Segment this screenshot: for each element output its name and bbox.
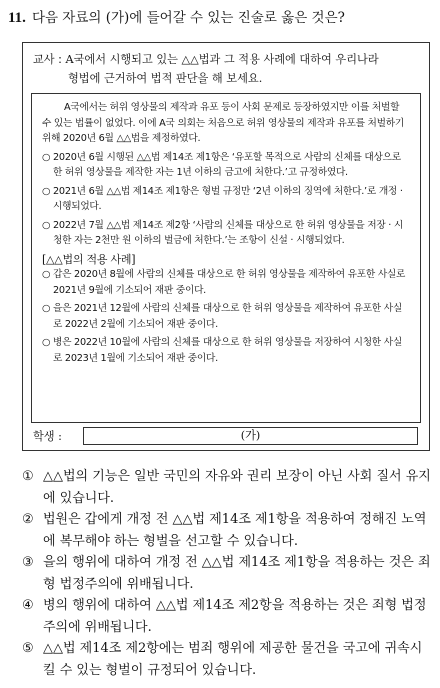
choice-marker: ⑤ (22, 641, 34, 656)
law-passage-box (31, 93, 421, 423)
choice-text: △△법 제14조 제2항에는 범죄 행위에 제공한 물건을 국고에 귀속시킬 수 있는 형벌이 규정되어 있습니다. (43, 641, 423, 678)
case-text: 을은 2021년 12월에 사람의 신체를 대상으로 한 허위 영상물을 제작하여 유포한 사실로 2022년 2월에 기소되어 재판 중이다. (53, 303, 402, 330)
bullet-icon: ○ (42, 151, 51, 163)
choice-5[interactable] (22, 638, 434, 681)
law-provision-text: 2021년 6월 △△법 제14조 제1항은 형벌 규정만 ‘2년 이하의 징역에 처한다.’로 개정 · 시행되었다. (53, 185, 403, 212)
bullet-icon: ○ (42, 337, 51, 348)
teacher-line-2: 형법에 근거하여 법적 판단을 해 보세요. (68, 72, 263, 85)
choice-text: △△법의 기능은 일반 국민의 자유와 권리 보장이 아닌 사회 질서 유지에 있습니다. (43, 469, 431, 506)
bullet-icon: ○ (42, 269, 51, 280)
choice-marker: ④ (22, 598, 34, 613)
choice-text: 법원은 갑에게 개정 전 △△법 제14조 제1항을 적용하여 정해진 노역에 복무해야 하는 형벌을 선고할 수 있습니다. (43, 512, 427, 549)
case-item (42, 301, 410, 332)
case-item (42, 335, 410, 366)
choice-2[interactable] (22, 509, 434, 552)
choice-marker: ① (22, 469, 34, 484)
law-provision-item (42, 150, 410, 181)
choice-text: 을의 행위에 대하여 개정 전 △△법 제14조 제1항을 적용하는 것은 죄형 법정주의에 위배됩니다. (43, 555, 431, 592)
bullet-icon: ○ (42, 219, 51, 231)
passage-intro: A국에서는 허위 영상물의 제작과 유포 등이 사회 문제로 등장하였지만 이를 처벌할 수 있는 법률이 없었다. 이에 A국 의회는 처음으로 허위 영상물의 제작과 유포를 처벌하기 위해 2020년 6월 △△법을 제정하였다. (42, 102, 404, 144)
question-number: 11. (8, 10, 26, 26)
bullet-icon: ○ (42, 185, 51, 197)
choice-text: 병의 행위에 대하여 △△법 제14조 제2항을 적용하는 것은 죄형 법정주의에 위배됩니다. (43, 598, 427, 635)
case-text: 갑은 2020년 8월에 사람의 신체를 대상으로 한 허위 영상물을 제작하여 유포한 사실로 2021년 9월에 기소되어 재판 중이다. (53, 269, 406, 296)
source-material-box (22, 42, 430, 451)
case-item (42, 267, 410, 298)
choice-3[interactable] (22, 552, 434, 595)
case-text: 병은 2022년 10월에 사람의 신체를 대상으로 한 허위 영상물을 저장하여 시청한 사실로 2023년 1월에 기소되어 재판 중이다. (53, 337, 402, 364)
question-text: 다음 자료의 (가)에 들어갈 수 있는 진술로 옳은 것은? (31, 10, 345, 26)
law-provision-item (42, 218, 410, 249)
choice-marker: ② (22, 512, 34, 527)
answer-choices (22, 466, 434, 681)
choice-4[interactable] (22, 595, 434, 638)
teacher-prompt (33, 50, 423, 88)
question-header (8, 6, 345, 27)
bullet-icon: ○ (42, 303, 51, 314)
law-provision-text: 2020년 6월 시행된 △△법 제14조 제1항은 ‘유포할 목적으로 사람의 신체를 대상으로 한 허위 영상물을 제작한 자는 1년 이하의 금고에 처한다.’고 규정하였다. (53, 151, 401, 178)
choice-marker: ③ (22, 555, 34, 570)
choice-1[interactable] (22, 466, 434, 509)
student-label: 학생 : (33, 430, 62, 443)
section-title: [△△법의 적용 사례] (42, 252, 136, 266)
teacher-line-1: A국에서 시행되고 있는 △△법과 그 적용 사례에 대하여 우리나라 (65, 53, 379, 66)
law-provision-text: 2022년 7월 △△법 제14조 제2항 ‘사람의 신체를 대상으로 한 허위 영상물을 저장 · 시청한 자는 2천만 원 이하의 벌금에 처한다.’는 조항이 신설 · 시행되었다. (53, 219, 404, 246)
law-provision-item (42, 184, 410, 215)
teacher-label: 교사 : (33, 53, 62, 66)
student-answer-box: (가) (83, 427, 418, 445)
